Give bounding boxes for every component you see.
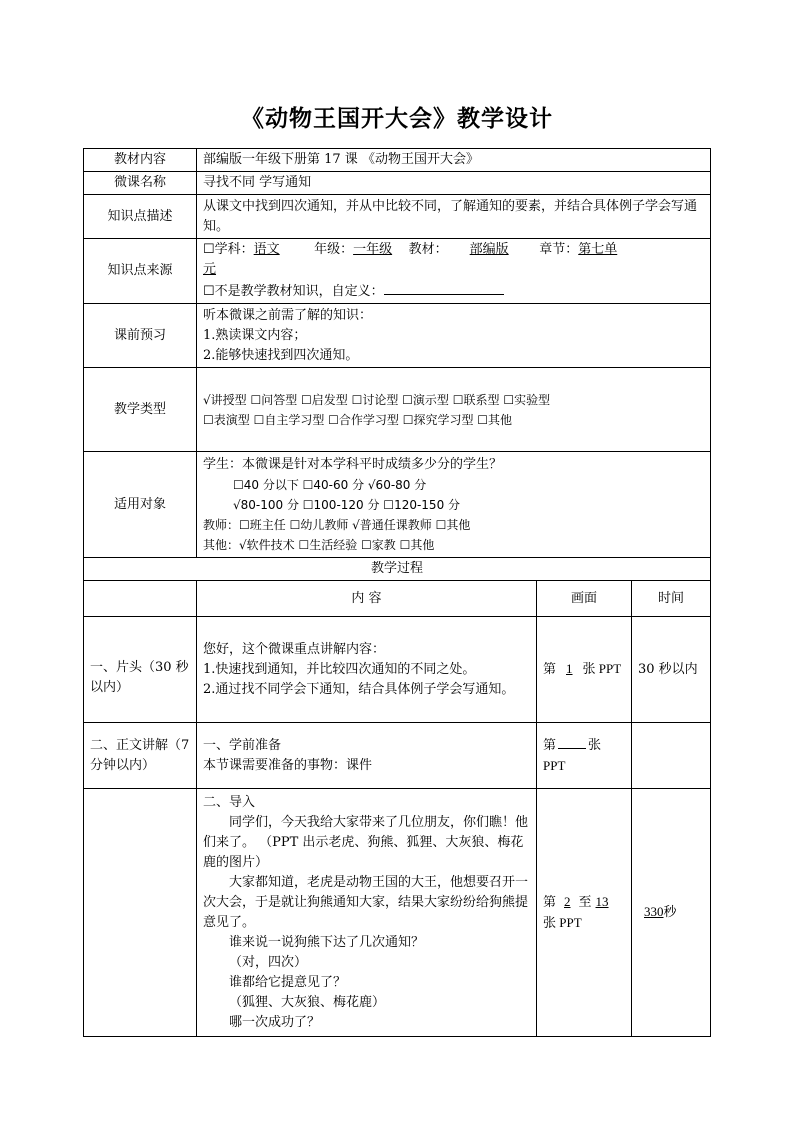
target-line: ☐40 分以下 ☐40-60 分 √60-80 分: [233, 477, 427, 492]
content-cell: [197, 617, 537, 723]
screen-suffix: 张 PPT: [543, 736, 602, 773]
content-line: 大家都知道，老虎是动物王国的大王，他想要召开一次大会，于是就让狗熊通知大家，结果大家纷纷给狗熊提意见了。: [203, 874, 529, 930]
time-cell: 30 秒以内: [632, 617, 711, 723]
content-line: 哪一次成功了？: [229, 1014, 321, 1030]
target-label: 适用对象: [84, 452, 197, 558]
screen-number: 1: [566, 661, 573, 676]
process-row-intro: [84, 789, 711, 1037]
screen-cell: [537, 617, 632, 723]
stage-cell: 二、正文讲解（7 分钟以内）: [84, 723, 197, 789]
row-description: [84, 195, 711, 239]
micro-label: 微课名称: [84, 172, 197, 195]
stage-cell: [84, 789, 197, 1037]
screen-number: 2: [564, 893, 571, 909]
content-label: 教材内容: [84, 149, 197, 172]
time-unit: 秒: [663, 905, 677, 920]
type-value: [197, 368, 711, 452]
grade-label: 年级：: [314, 242, 354, 257]
process-heading: 教学过程: [84, 558, 711, 581]
subject-label: ☐学科：: [203, 242, 254, 257]
screen-prefix: 第: [543, 894, 557, 910]
content-line: 同学们，今天我给大家带来了几位朋友，你们瞧！他们来了。 （PPT 出示老虎、狗熊、狐狸、大灰狼、梅花鹿的图片）: [203, 814, 529, 870]
desc-value: 从课文中找到四次通知，并从中比较不同，了解通知的要素，并结合具体例子学会写通知。: [197, 195, 711, 239]
row-source: [84, 239, 711, 304]
content-line: 本节课需要准备的事物：课件: [203, 757, 373, 773]
row-content: [84, 149, 711, 172]
textbook-label: 教材：: [408, 242, 448, 257]
row-target: [84, 452, 711, 558]
target-value: [197, 452, 711, 558]
preview-label: 课前预习: [84, 304, 197, 368]
time-value: 330: [644, 904, 664, 919]
target-line: 学生：本微课是针对本学科平时成绩多少分的学生？: [203, 456, 503, 472]
preview-line: 1.熟读课文内容；: [203, 327, 307, 343]
chapter-label: 章节：: [539, 242, 579, 257]
time-cell: [632, 723, 711, 789]
type-options-line: √讲授型 ☐问答型 ☐启发型 ☐讨论型 ☐演示型 ☐联系型 ☐实验型: [203, 392, 551, 407]
stage-cell: 一、片头（30 秒以内）: [84, 617, 197, 723]
type-options-line: ☐表演型 ☐自主学习型 ☐合作学习型 ☐探究学习型 ☐其他: [203, 412, 513, 427]
screen-number-end: 13: [595, 893, 609, 909]
row-preview: [84, 304, 711, 368]
micro-value: 寻找不同 学写通知: [197, 172, 711, 195]
screen-column-header: 画面: [537, 581, 632, 617]
content-column-header: 内 容: [197, 581, 537, 617]
type-label: 教学类型: [84, 368, 197, 452]
textbook-value: 部编版: [469, 242, 509, 257]
row-process-heading: [84, 558, 711, 581]
desc-label: 知识点描述: [84, 195, 197, 239]
content-cell: [197, 789, 537, 1037]
content-line: 谁都给它提意见了？: [229, 974, 347, 990]
screen-prefix: 第: [543, 737, 557, 753]
preview-value: [197, 304, 711, 368]
screen-to: 至: [578, 894, 592, 910]
screen-cell: [537, 723, 632, 789]
target-line: 其他：√软件技术 ☐生活经验 ☐家教 ☐其他: [203, 537, 435, 552]
row-micro-name: [84, 172, 711, 195]
chapter-value-2: 元: [203, 262, 217, 277]
content-line: 您好，这个微课重点讲解内容：: [203, 641, 386, 657]
time-cell: [632, 789, 711, 1037]
preview-line: 听本微课之前需了解的知识：: [203, 307, 373, 323]
process-row-opening: [84, 617, 711, 723]
content-line: 二、导入: [203, 794, 256, 810]
content-cell: [197, 723, 537, 789]
source-label: 知识点来源: [84, 239, 197, 304]
page-title: 《动物王国开大会》教学设计: [241, 106, 553, 132]
target-line: √80-100 分 ☐100-120 分 ☐120-150 分: [233, 497, 461, 512]
content-line: 谁来说一说狗熊下达了几次通知？: [229, 934, 425, 950]
content-line: （对，四次）: [229, 954, 308, 970]
stage-column-header: [84, 581, 197, 617]
row-process-columns: [84, 581, 711, 617]
content-line: 一、学前准备: [203, 737, 282, 753]
grade-value: 一年级: [353, 242, 393, 257]
content-line: （狐狸、大灰狼、梅花鹿）: [229, 994, 386, 1010]
source-value: [197, 239, 711, 304]
content-value: 部编版一年级下册第 17 课 《动物王国开大会》: [197, 149, 711, 172]
screen-prefix: 第: [543, 662, 557, 677]
target-line: 教师：☐班主任 ☐幼儿教师 √普通任课教师 ☐其他: [203, 517, 471, 532]
process-row-main: [84, 723, 711, 789]
screen-number-blank[interactable]: [558, 736, 586, 749]
time-column-header: 时间: [632, 581, 711, 617]
content-line: 2.通过找不同学会下通知，结合具体例子学会写通知。: [203, 681, 515, 697]
subject-value: 语文: [253, 242, 280, 257]
lesson-plan-table: [83, 148, 711, 1037]
row-teaching-type: [84, 368, 711, 452]
preview-line: 2.能够快速找到四次通知。: [203, 347, 359, 363]
chapter-value-1: 第七单: [578, 242, 618, 257]
custom-definition-blank[interactable]: [384, 280, 504, 295]
custom-label: ☐不是教学教材知识，自定义：: [203, 284, 384, 299]
screen-suffix: 张 PPT: [543, 914, 582, 930]
screen-cell: [537, 789, 632, 1037]
screen-suffix: 张 PPT: [582, 661, 622, 676]
content-line: 1.快速找到通知，并比较四次通知的不同之处。: [203, 661, 476, 677]
